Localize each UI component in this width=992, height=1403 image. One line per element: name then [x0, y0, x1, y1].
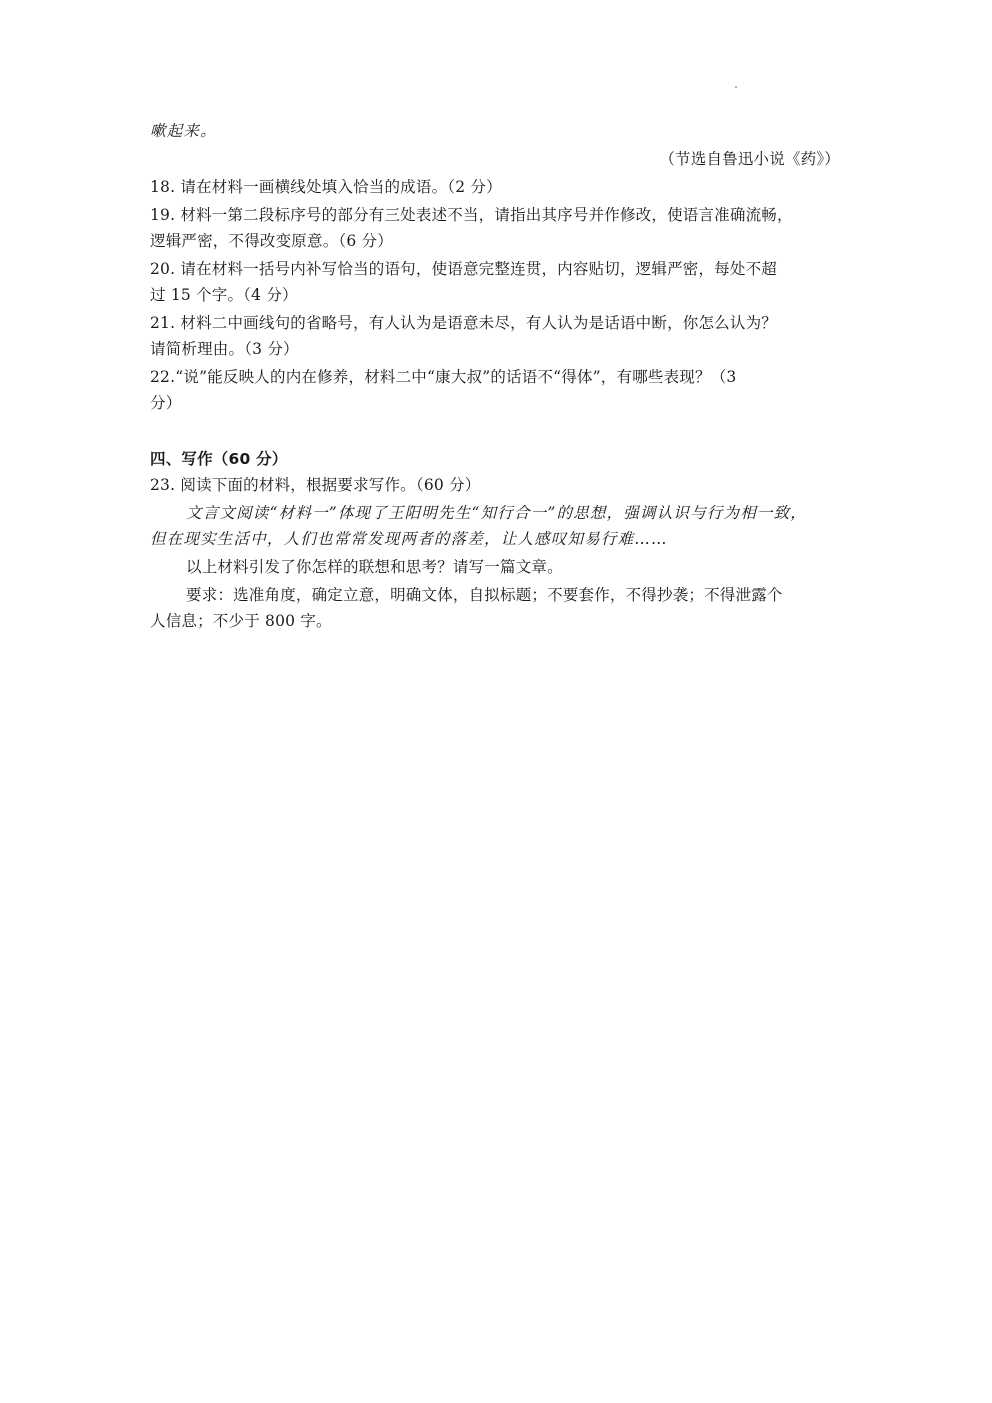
- question-23: 23. 阅读下面的材料，根据要求写作。（60 分）: [150, 476, 481, 494]
- question-22-line-1: 22.“说”能反映人的内在修养，材料二中“康大叔”的话语不“得体”，有哪些表现？（3: [150, 368, 737, 386]
- writing-requirements-line-2: 人信息；不少于 800 字。: [150, 612, 332, 630]
- writing-requirements-line-1: 要求：选准角度，确定立意，明确文体，自拟标题；不要套作，不得抄袭；不得泄露个: [186, 586, 783, 604]
- passage-ending-line: 嗽起来。: [150, 122, 217, 140]
- scan-speck: [735, 86, 737, 88]
- question-21-line-2: 请简析理由。（3 分）: [150, 340, 299, 358]
- question-22-line-2: 分）: [150, 394, 182, 412]
- writing-material-line-2: 但在现实生活中，人们也常常发现两者的落差，让人感叹知易行难……: [150, 530, 668, 548]
- question-20-line-2: 过 15 个字。（4 分）: [150, 286, 298, 304]
- question-18: 18. 请在材料一画横线处填入恰当的成语。（2 分）: [150, 178, 502, 196]
- writing-material-line-1: 文言文阅读“材料一”体现了王阳明先生“知行合一”的思想，强调认识与行为相一致，: [186, 504, 807, 522]
- question-19-line-2: 逻辑严密，不得改变原意。（6 分）: [150, 232, 393, 250]
- passage-source: （节选自鲁迅小说《药》）: [659, 150, 840, 168]
- writing-prompt: 以上材料引发了你怎样的联想和思考？请写一篇文章。: [186, 558, 563, 576]
- question-20-line-1: 20. 请在材料一括号内补写恰当的语句，使语意完整连贯，内容贴切，逻辑严密，每处不超: [150, 260, 777, 278]
- question-19-line-1: 19. 材料一第二段标序号的部分有三处表述不当，请指出其序号并作修改，使语言准确流畅，: [150, 206, 793, 224]
- section-heading-writing: 四、写作（60 分）: [150, 450, 288, 468]
- question-21-line-1: 21. 材料二中画线句的省略号，有人认为是语意未尽，有人认为是话语中断，你怎么认为？: [150, 314, 777, 332]
